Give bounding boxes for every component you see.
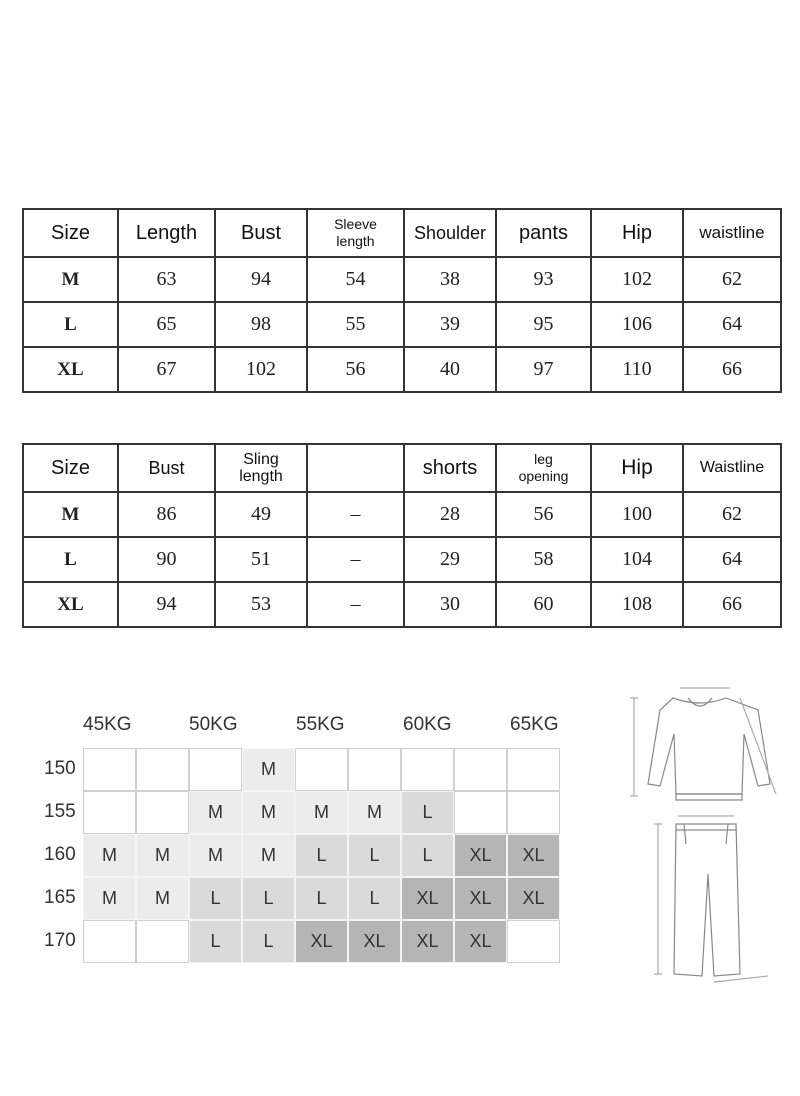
grid-cell bbox=[348, 748, 401, 791]
header-sleeve-length: Sleeve length bbox=[307, 209, 404, 257]
grid-cell: XL bbox=[454, 834, 507, 877]
grid-cell: XL bbox=[401, 877, 454, 920]
header-hip: Hip bbox=[591, 444, 683, 492]
table-cell: 56 bbox=[307, 347, 404, 392]
grid-cell: L bbox=[348, 834, 401, 877]
height-label: 170 bbox=[44, 930, 76, 951]
size-cell: M bbox=[23, 492, 118, 537]
grid-cell: M bbox=[189, 791, 242, 834]
header-hip: Hip bbox=[591, 209, 683, 257]
table-row bbox=[23, 492, 781, 537]
grid-cell: XL bbox=[401, 920, 454, 963]
header-size: Size bbox=[23, 444, 118, 492]
header-pants: pants bbox=[496, 209, 591, 257]
weight-label: 50KG bbox=[189, 714, 238, 735]
header-length: Length bbox=[118, 209, 215, 257]
table-cell: 39 bbox=[404, 302, 496, 347]
header-shoulder: Shoulder bbox=[404, 209, 496, 257]
grid-cell bbox=[83, 791, 136, 834]
table-cell: 56 bbox=[496, 492, 591, 537]
table-cell: – bbox=[307, 492, 404, 537]
table-cell: 67 bbox=[118, 347, 215, 392]
grid-cell: L bbox=[242, 877, 295, 920]
grid-cell: L bbox=[348, 877, 401, 920]
table-cell: 58 bbox=[496, 537, 591, 582]
grid-cell bbox=[295, 748, 348, 791]
grid-cell bbox=[189, 748, 242, 791]
grid-cell: M bbox=[136, 877, 189, 920]
table-cell: 55 bbox=[307, 302, 404, 347]
garment-measurement-diagram-icon bbox=[618, 684, 788, 984]
grid-cell bbox=[136, 920, 189, 963]
table-cell: 102 bbox=[591, 257, 683, 302]
size-cell: XL bbox=[23, 347, 118, 392]
grid-cell: XL bbox=[348, 920, 401, 963]
table-cell: 94 bbox=[215, 257, 307, 302]
table-cell: 64 bbox=[683, 537, 781, 582]
height-label: 160 bbox=[44, 844, 76, 865]
table-cell: 100 bbox=[591, 492, 683, 537]
table-cell: 29 bbox=[404, 537, 496, 582]
grid-cell: L bbox=[295, 877, 348, 920]
table-cell: 28 bbox=[404, 492, 496, 537]
table-cell: 90 bbox=[118, 537, 215, 582]
weight-label: 65KG bbox=[510, 714, 559, 735]
table-cell: 40 bbox=[404, 347, 496, 392]
table-cell: 104 bbox=[591, 537, 683, 582]
weight-label: 60KG bbox=[403, 714, 452, 735]
grid-cell bbox=[507, 920, 560, 963]
weight-label: 55KG bbox=[296, 714, 345, 735]
grid-cell: L bbox=[242, 920, 295, 963]
grid-cell bbox=[136, 748, 189, 791]
grid-cell bbox=[507, 791, 560, 834]
table-cell: 66 bbox=[683, 347, 781, 392]
table-cell: 110 bbox=[591, 347, 683, 392]
grid-cell: M bbox=[242, 748, 295, 791]
table-cell: 30 bbox=[404, 582, 496, 627]
table-cell: 62 bbox=[683, 257, 781, 302]
table-cell: 64 bbox=[683, 302, 781, 347]
table-cell: 98 bbox=[215, 302, 307, 347]
table-row bbox=[23, 537, 781, 582]
table-row bbox=[23, 582, 781, 627]
table-row bbox=[23, 257, 781, 302]
table-cell: – bbox=[307, 537, 404, 582]
table-cell: 97 bbox=[496, 347, 591, 392]
grid-cell: XL bbox=[295, 920, 348, 963]
table-row bbox=[23, 347, 781, 392]
grid-cell bbox=[454, 748, 507, 791]
grid-cell bbox=[83, 920, 136, 963]
size-cell: M bbox=[23, 257, 118, 302]
table-cell: 93 bbox=[496, 257, 591, 302]
grid-cell: M bbox=[136, 834, 189, 877]
grid-cell bbox=[83, 748, 136, 791]
header-bust: Bust bbox=[215, 209, 307, 257]
grid-cell: M bbox=[189, 834, 242, 877]
header-sling-length: Sling length bbox=[215, 444, 307, 492]
table-cell: 95 bbox=[496, 302, 591, 347]
header-waistline: Waistline bbox=[683, 444, 781, 492]
grid-cell: L bbox=[401, 791, 454, 834]
table-header-row bbox=[23, 209, 781, 257]
table-row bbox=[23, 302, 781, 347]
table-cell: 38 bbox=[404, 257, 496, 302]
table-cell: 94 bbox=[118, 582, 215, 627]
grid-cell: M bbox=[242, 791, 295, 834]
grid-cell: L bbox=[189, 877, 242, 920]
height-label: 165 bbox=[44, 887, 76, 908]
table-cell: 86 bbox=[118, 492, 215, 537]
table-cell: 54 bbox=[307, 257, 404, 302]
grid-cell bbox=[507, 748, 560, 791]
weight-label: 45KG bbox=[83, 714, 132, 735]
grid-cell: M bbox=[83, 834, 136, 877]
grid-cell bbox=[136, 791, 189, 834]
height-label: 155 bbox=[44, 801, 76, 822]
size-table-top bbox=[22, 208, 782, 393]
size-recommendation-grid bbox=[0, 700, 600, 980]
grid-cell: M bbox=[295, 791, 348, 834]
table-cell: 102 bbox=[215, 347, 307, 392]
grid-cell bbox=[401, 748, 454, 791]
table-cell: 51 bbox=[215, 537, 307, 582]
table-cell: 106 bbox=[591, 302, 683, 347]
grid-cell: XL bbox=[507, 834, 560, 877]
grid-cell: XL bbox=[454, 920, 507, 963]
table-cell: – bbox=[307, 582, 404, 627]
grid-cell bbox=[454, 791, 507, 834]
size-cell: XL bbox=[23, 582, 118, 627]
grid-cell: XL bbox=[507, 877, 560, 920]
header-leg-opening: leg opening bbox=[496, 444, 591, 492]
header-waistline: waistline bbox=[683, 209, 781, 257]
table-cell: 60 bbox=[496, 582, 591, 627]
table-cell: 53 bbox=[215, 582, 307, 627]
table-cell: 66 bbox=[683, 582, 781, 627]
table-cell: 62 bbox=[683, 492, 781, 537]
table-cell: 63 bbox=[118, 257, 215, 302]
grid-cell: L bbox=[401, 834, 454, 877]
header-shorts: shorts bbox=[404, 444, 496, 492]
size-table-bottom bbox=[22, 443, 782, 628]
size-cell: L bbox=[23, 537, 118, 582]
table-cell: 49 bbox=[215, 492, 307, 537]
grid-cell: M bbox=[242, 834, 295, 877]
header-bust: Bust bbox=[118, 444, 215, 492]
table-header-row bbox=[23, 444, 781, 492]
grid-cell: M bbox=[348, 791, 401, 834]
table-cell: 108 bbox=[591, 582, 683, 627]
size-cell: L bbox=[23, 302, 118, 347]
grid-cell: M bbox=[83, 877, 136, 920]
table-cell: 65 bbox=[118, 302, 215, 347]
grid-cell: L bbox=[189, 920, 242, 963]
grid-cell: L bbox=[295, 834, 348, 877]
grid-cell: XL bbox=[454, 877, 507, 920]
header-size: Size bbox=[23, 209, 118, 257]
height-label: 150 bbox=[44, 758, 76, 779]
header-empty bbox=[307, 444, 404, 492]
